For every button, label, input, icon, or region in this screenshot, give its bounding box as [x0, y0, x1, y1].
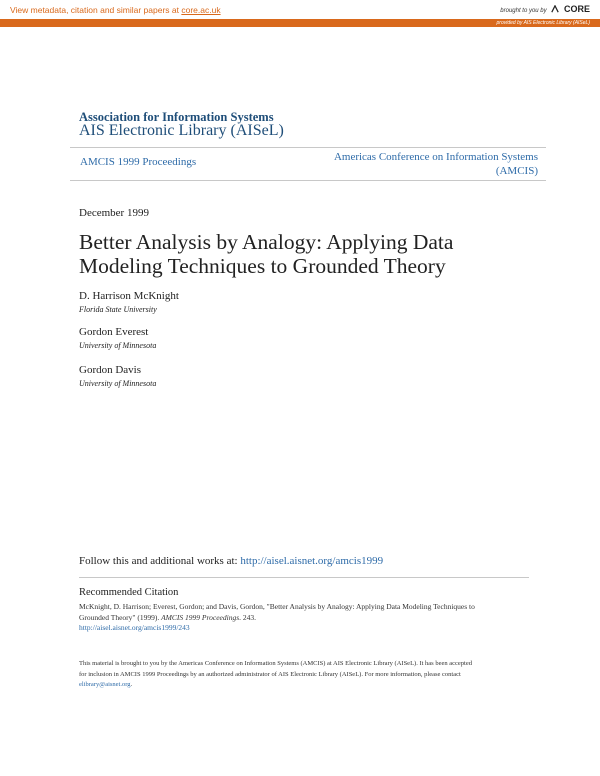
citation-text: [79, 602, 529, 634]
footnote-email-link[interactable]: elibrary@aisnet.org: [79, 681, 131, 688]
footnote: [79, 659, 529, 691]
footnote-line-2: for inclusion in AMCIS 1999 Proceedings by an authorized administrator of AIS Electronic Library (AISeL). For more information, please contact: [79, 670, 461, 678]
core-brought-by[interactable]: [500, 4, 590, 14]
follow-text: Follow this and additional works at:: [79, 555, 241, 567]
citation-heading: Recommended Citation: [79, 587, 179, 598]
paper-date: December 1999: [79, 207, 149, 219]
core-metadata-link[interactable]: [10, 5, 221, 15]
header-divider-top: [70, 147, 546, 148]
title-line-1: Better Analysis by Analogy: Applying Data: [79, 230, 454, 254]
citation-line-2-prefix: Grounded Theory" (1999).: [79, 612, 162, 622]
core-provided-by: provided by AIS Electronic Library (AISeL): [496, 20, 590, 26]
citation-line-1: McKnight, D. Harrison; Everest, Gordon; and Davis, Gordon, "Better Analysis by Analogy: Applying Data Modeling Techniques to: [79, 602, 475, 611]
core-logo-icon: [551, 5, 559, 13]
follow-line: [79, 555, 383, 567]
citation-line-2: [79, 613, 529, 624]
citation-divider: [79, 577, 529, 578]
citation-link[interactable]: http://aisel.aisnet.org/amcis1999/243: [79, 623, 190, 632]
core-brought-text: brought to you by: [500, 8, 547, 14]
core-banner: [0, 0, 600, 27]
conference-line-1: Americas Conference on Information Systems: [333, 151, 538, 163]
core-metadata-text: View metadata, citation and similar papers at: [10, 5, 182, 15]
follow-link[interactable]: http://aisel.aisnet.org/amcis1999: [240, 555, 384, 567]
author-name: D. Harrison McKnight: [79, 290, 179, 302]
citation-proceedings: AMCIS 1999 Proceedings: [161, 612, 240, 622]
header-divider-bottom: [70, 180, 546, 181]
conference-link[interactable]: [298, 150, 538, 178]
association-name: Association for Information Systems: [79, 110, 274, 124]
footnote-line-1: This material is brought to you by the Americas Conference on Information Systems (AMCIS) at AIS Electronic Library (AISeL). It has been accepted: [79, 660, 472, 667]
author-affiliation: University of Minnesota: [79, 341, 157, 350]
author-name: Gordon Everest: [79, 326, 149, 338]
conference-line-2: (AMCIS): [495, 165, 538, 177]
author-affiliation: Florida State University: [79, 305, 157, 314]
library-name[interactable]: AIS Electronic Library (AISeL): [79, 122, 284, 139]
paper-title: [79, 230, 499, 278]
core-logo: CORE: [563, 4, 590, 14]
proceedings-link[interactable]: AMCIS 1999 Proceedings: [80, 156, 197, 168]
author-affiliation: University of Minnesota: [79, 379, 157, 388]
author-name: Gordon Davis: [79, 364, 142, 376]
citation-line-2-suffix: . 243.: [239, 612, 256, 622]
title-line-2: Modeling Techniques to Grounded Theory: [79, 254, 446, 278]
footnote-email-suffix: .: [130, 681, 133, 688]
core-link[interactable]: core.ac.uk: [181, 5, 221, 15]
